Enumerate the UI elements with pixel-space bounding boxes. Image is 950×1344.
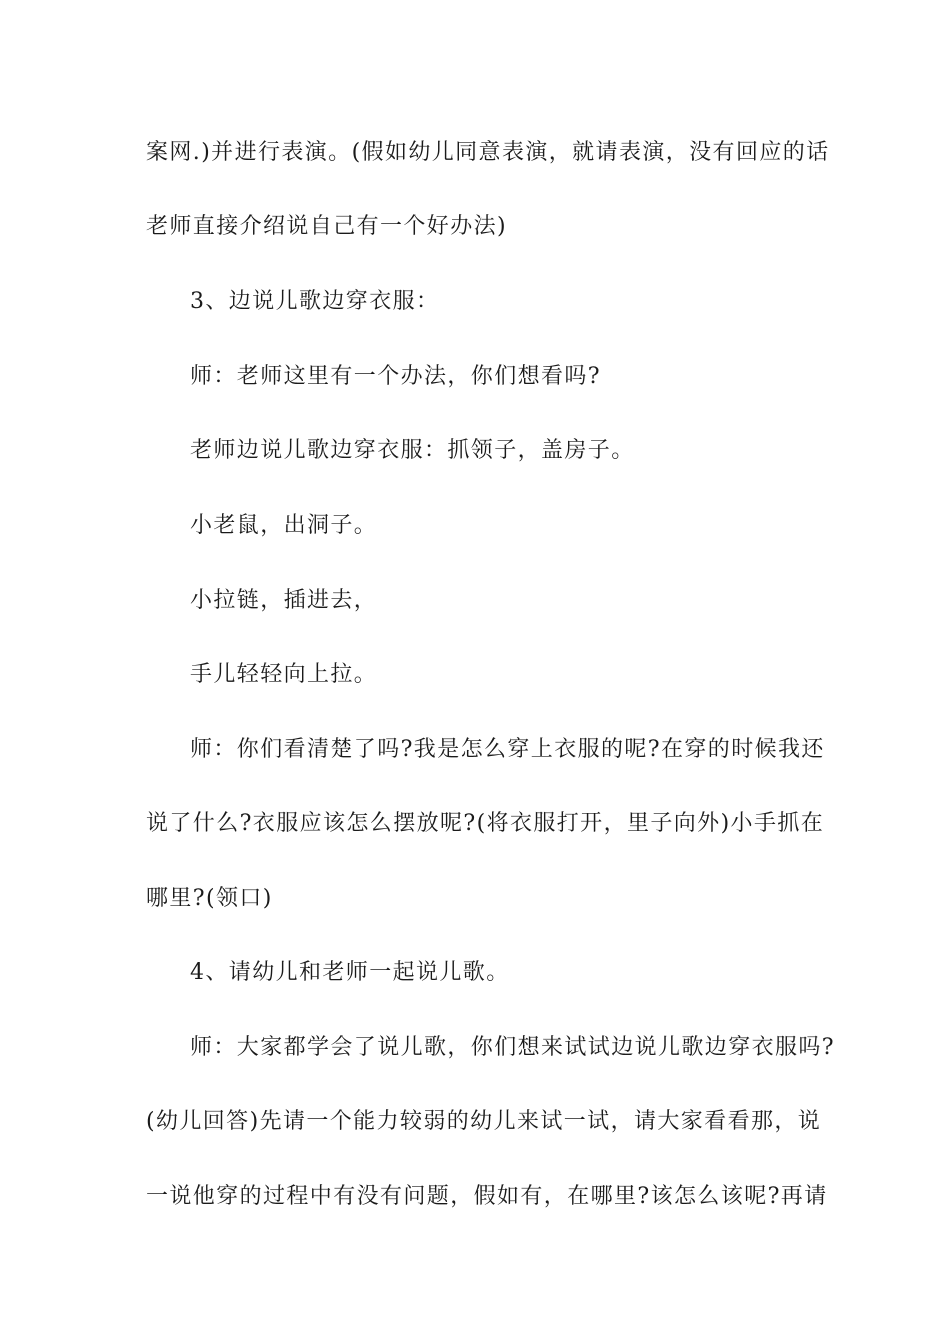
paragraph-line: 一说他穿的过程中有没有问题，假如有，在哪里?该怎么该呢?再请 — [146, 1184, 828, 1209]
paragraph-line: 老师边说儿歌边穿衣服：抓领子，盖房子。 — [190, 438, 635, 463]
rhyme-line: 手儿轻轻向上拉。 — [190, 662, 378, 687]
paragraph-line: 哪里?(领口) — [146, 886, 273, 911]
section-heading: 4、请幼儿和老师一起说儿歌。 — [190, 960, 510, 985]
rhyme-line: 小老鼠，出洞子。 — [190, 513, 378, 538]
section-heading: 3、边说儿歌边穿衣服： — [190, 289, 440, 314]
paragraph-line: (幼儿回答)先请一个能力较弱的幼儿来试一试，请大家看看那，说 — [146, 1109, 822, 1134]
paragraph-line: 师：老师这里有一个办法，你们想看吗? — [190, 364, 601, 389]
paragraph-line: 说了什么?衣服应该怎么摆放呢?(将衣服打开，里子向外)小手抓在 — [146, 811, 825, 836]
paragraph-line: 师：大家都学会了说儿歌，你们想来试试边说儿歌边穿衣服吗? — [190, 1035, 835, 1060]
paragraph-line: 案网.)并进行表演。(假如幼儿同意表演，就请表演，没有回应的话 — [146, 140, 830, 165]
paragraph-line: 师：你们看清楚了吗?我是怎么穿上衣服的呢?在穿的时候我还 — [190, 737, 825, 762]
paragraph-line: 老师直接介绍说自己有一个好办法) — [146, 214, 507, 239]
rhyme-line: 小拉链，插进去， — [190, 588, 378, 613]
